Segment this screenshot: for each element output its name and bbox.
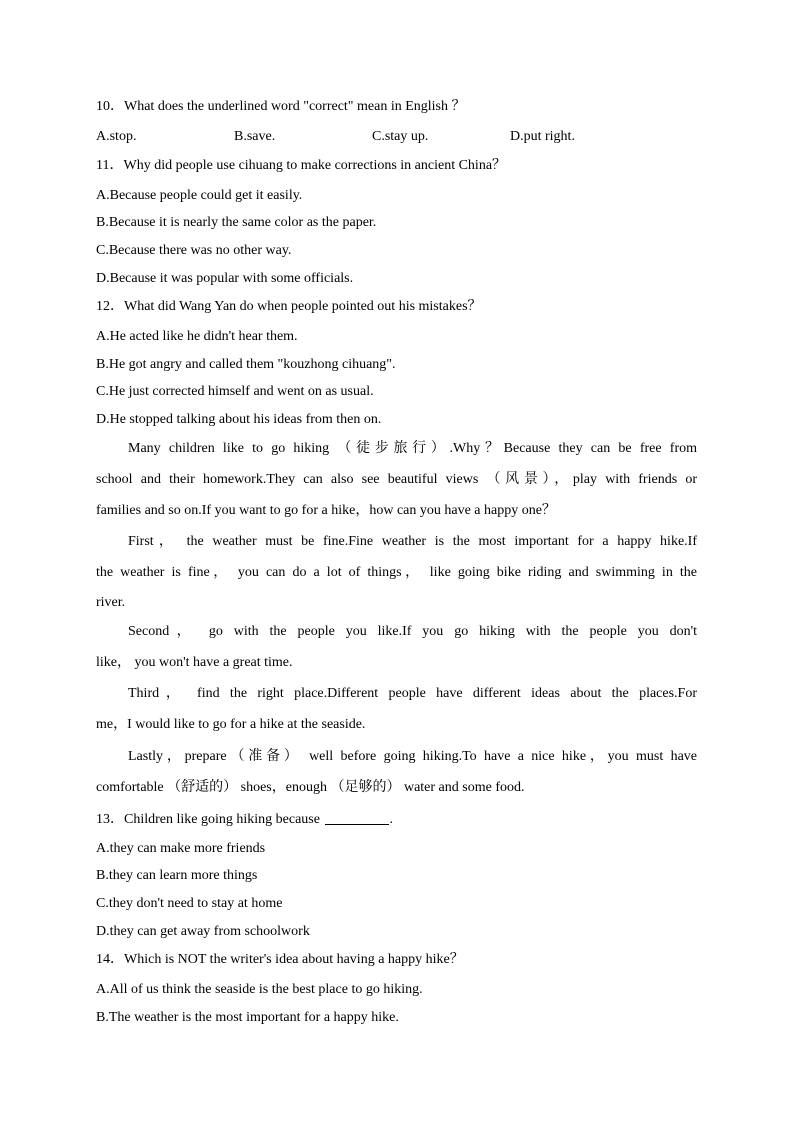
- q10-option-b: B.save.: [234, 129, 276, 144]
- q13-option-c: C.they don't need to stay at home: [96, 896, 283, 911]
- q12-option-d: D.He stopped talking about his ideas from then on.: [96, 412, 382, 427]
- q13-option-a: A.they can make more friends: [96, 841, 266, 856]
- q11-option-c: C.Because there was no other way.: [96, 243, 292, 258]
- q10-option-d: D.put right.: [510, 129, 575, 144]
- q13-option-d: D.they can get away from schoolwork: [96, 924, 310, 939]
- q11-option-a: A.Because people could get it easily.: [96, 188, 303, 203]
- passage-p3-line2: like， you won't have a great time.: [96, 655, 293, 670]
- passage-p1-line2: school and their homework.They can also see beautiful views （风景），play with friends or: [96, 472, 697, 487]
- passage-p2-line2: the weather is fine， you can do a lot of things， like going bike riding and swimming in the: [96, 565, 697, 580]
- q13-question: 13．Children like going hiking because .: [96, 812, 393, 827]
- q11-option-b: B.Because it is nearly the same color as the paper.: [96, 215, 377, 230]
- passage-p2-line1: First， the weather must be fine.Fine weather is the most important for a happy hike.If: [128, 534, 697, 549]
- passage-p5-line1: Lastly，prepare（准备） well before going hiking.To have a nice hike，you must have: [128, 749, 697, 764]
- passage-p3-line1: Second， go with the people you like.If you go hiking with the people you don't: [128, 624, 697, 639]
- passage-p4-line1: Third， find the right place.Different people have different ideas about the places.For: [128, 686, 697, 701]
- q11-question: 11．Why did people use cihuang to make corrections in ancient China？: [96, 158, 507, 173]
- q10-option-c: C.stay up.: [372, 129, 429, 144]
- q12-option-c: C.He just corrected himself and went on as usual.: [96, 384, 374, 399]
- q11-option-d: D.Because it was popular with some officials.: [96, 271, 354, 286]
- passage-p1-line3: families and so on.If you want to go for a hike，how can you have a happy one？: [96, 503, 556, 518]
- passage-p1-line1: Many children like to go hiking （徒步旅行）.Why？Because they can be free from: [128, 441, 697, 456]
- answer-blank[interactable]: [325, 810, 389, 825]
- q12-option-a: A.He acted like he didn't hear them.: [96, 329, 298, 344]
- q14-option-b: B.The weather is the most important for a happy hike.: [96, 1010, 399, 1025]
- q12-question: 12．What did Wang Yan do when people pointed out his mistakes？: [96, 299, 482, 314]
- passage-p5-line2: comfortable （舒适的） shoes，enough （足够的） water and some food.: [96, 780, 525, 795]
- passage-p2-line3: river.: [96, 595, 126, 610]
- q10-option-a: A.stop.: [96, 129, 137, 144]
- q13-option-b: B.they can learn more things: [96, 868, 258, 883]
- passage-p4-line2: me，I would like to go for a hike at the seaside.: [96, 717, 366, 732]
- q12-option-b: B.He got angry and called them "kouzhong cihuang".: [96, 357, 396, 372]
- q10-question: 10．What does the underlined word "correct" mean in English ？: [96, 99, 466, 114]
- q14-option-a: A.All of us think the seaside is the best place to go hiking.: [96, 982, 423, 997]
- q14-question: 14．Which is NOT the writer's idea about having a happy hike？: [96, 952, 464, 967]
